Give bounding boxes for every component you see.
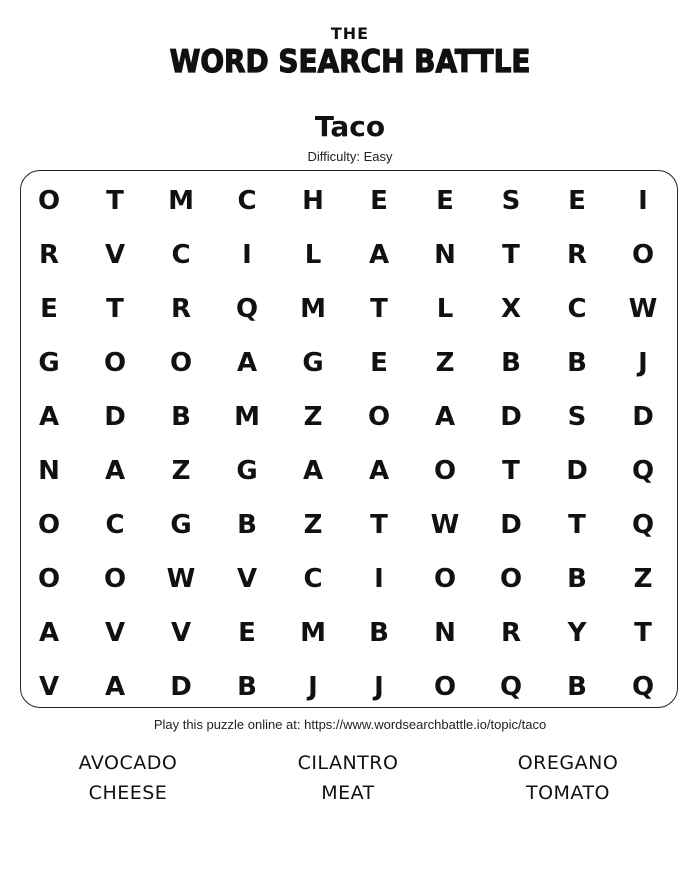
grid-cell[interactable]: Q [631, 672, 655, 702]
grid-cell[interactable]: T [568, 510, 586, 540]
grid-cell[interactable]: E [436, 186, 454, 216]
grid-cell[interactable]: O [631, 240, 655, 270]
grid-cell[interactable]: B [567, 672, 587, 702]
grid-cell[interactable]: A [302, 456, 324, 486]
grid-cell[interactable]: T [502, 456, 520, 486]
grid-cell[interactable]: H [302, 186, 324, 216]
brand-logo: WORD SEARCH BATTLE [169, 44, 531, 80]
grid-cell[interactable]: M [300, 618, 326, 648]
grid-cell[interactable]: J [374, 672, 384, 702]
grid-cell[interactable]: M [300, 294, 326, 324]
grid-cell[interactable]: O [367, 402, 391, 432]
grid-cell[interactable]: C [237, 186, 257, 216]
grid-cell[interactable]: L [436, 294, 454, 324]
grid-cell[interactable]: B [501, 348, 521, 378]
grid-cell[interactable]: A [38, 402, 60, 432]
word-list [18, 750, 678, 810]
grid-cell[interactable]: A [434, 402, 456, 432]
grid-cell[interactable]: I [374, 564, 384, 594]
grid-cell[interactable]: D [500, 510, 522, 540]
grid-cell[interactable]: T [370, 294, 388, 324]
grid-cell[interactable]: T [106, 294, 124, 324]
grid-cell[interactable]: X [500, 294, 522, 324]
grid-cell[interactable]: R [566, 240, 588, 270]
letter-grid[interactable] [16, 174, 676, 714]
grid-cell[interactable]: W [628, 294, 658, 324]
grid-cell[interactable]: R [38, 240, 60, 270]
grid-cell[interactable]: C [303, 564, 323, 594]
grid-cell[interactable]: Q [499, 672, 523, 702]
puzzle-title: Taco [314, 110, 386, 143]
grid-cell[interactable]: A [368, 456, 390, 486]
grid-cell[interactable]: O [103, 564, 127, 594]
grid-cell[interactable]: V [104, 240, 126, 270]
grid-cell[interactable]: I [638, 186, 648, 216]
grid-cell[interactable]: O [499, 564, 523, 594]
grid-cell[interactable]: C [567, 294, 587, 324]
grid-cell[interactable]: R [170, 294, 192, 324]
grid-cell[interactable]: O [433, 564, 457, 594]
grid-cell[interactable]: Z [303, 510, 323, 540]
grid-cell[interactable]: L [304, 240, 322, 270]
grid-cell[interactable]: D [500, 402, 522, 432]
grid-cell[interactable]: B [369, 618, 389, 648]
grid-cell[interactable]: E [40, 294, 58, 324]
grid-cell[interactable]: Q [631, 456, 655, 486]
grid-cell[interactable]: B [237, 672, 257, 702]
grid-cell[interactable]: N [38, 456, 60, 486]
grid-cell[interactable]: O [37, 510, 61, 540]
grid-cell[interactable]: Z [633, 564, 653, 594]
word-list-item: CHEESE [88, 782, 168, 804]
grid-cell[interactable]: Z [171, 456, 191, 486]
grid-cell[interactable]: C [105, 510, 125, 540]
word-list-item: AVOCADO [78, 752, 178, 774]
grid-cell[interactable]: O [103, 348, 127, 378]
grid-cell[interactable]: V [236, 564, 258, 594]
grid-cell[interactable]: D [104, 402, 126, 432]
grid-cell[interactable]: V [38, 672, 60, 702]
grid-cell[interactable]: T [502, 240, 520, 270]
grid-cell[interactable]: J [308, 672, 318, 702]
play-online-link[interactable]: Play this puzzle online at: https://www.wordsearchbattle.io/topic/taco [153, 717, 547, 732]
grid-cell[interactable]: A [38, 618, 60, 648]
grid-cell[interactable]: C [171, 240, 191, 270]
grid-cell[interactable]: J [638, 348, 648, 378]
grid-cell[interactable]: N [434, 240, 456, 270]
grid-cell[interactable]: O [37, 186, 61, 216]
brand-top-text: THE [330, 24, 370, 43]
difficulty-label: Difficulty: Easy [307, 149, 393, 164]
grid-cell[interactable]: G [38, 348, 60, 378]
grid-cell[interactable]: O [37, 564, 61, 594]
grid-cell[interactable]: V [170, 618, 192, 648]
grid-cell[interactable]: A [104, 672, 126, 702]
grid-cell[interactable]: Z [303, 402, 323, 432]
grid-cell[interactable]: A [104, 456, 126, 486]
grid-cell[interactable]: Z [435, 348, 455, 378]
grid-cell[interactable]: I [242, 240, 252, 270]
grid-cell[interactable]: O [169, 348, 193, 378]
grid-cell[interactable]: W [166, 564, 196, 594]
grid-cell[interactable]: E [238, 618, 256, 648]
word-list-item: CILANTRO [297, 752, 399, 774]
grid-cell[interactable]: M [234, 402, 260, 432]
grid-cell[interactable]: B [237, 510, 257, 540]
grid-cell[interactable]: G [236, 456, 258, 486]
grid-cell[interactable]: A [236, 348, 258, 378]
grid-cell[interactable]: V [104, 618, 126, 648]
word-list-item: MEAT [321, 782, 375, 804]
grid-cell[interactable]: E [370, 348, 388, 378]
word-list-item: TOMATO [525, 782, 611, 804]
grid-cell[interactable]: G [302, 348, 324, 378]
grid-cell[interactable]: R [500, 618, 522, 648]
grid-cell[interactable]: S [501, 186, 521, 216]
grid-cell[interactable]: O [433, 672, 457, 702]
grid-cell[interactable]: E [370, 186, 388, 216]
grid-cell[interactable]: E [568, 186, 586, 216]
grid-cell[interactable]: D [170, 672, 192, 702]
grid-cell[interactable]: T [370, 510, 388, 540]
grid-cell[interactable]: A [368, 240, 390, 270]
grid-cell[interactable]: Q [631, 510, 655, 540]
grid-cell[interactable]: N [434, 618, 456, 648]
grid-cell[interactable]: T [106, 186, 124, 216]
grid-cell[interactable]: B [171, 402, 191, 432]
grid-cell[interactable]: T [634, 618, 652, 648]
grid-cell[interactable]: D [566, 456, 588, 486]
grid-cell[interactable]: D [632, 402, 654, 432]
grid-cell[interactable]: S [567, 402, 587, 432]
grid-cell[interactable]: Q [235, 294, 259, 324]
grid-cell[interactable]: B [567, 348, 587, 378]
grid-cell[interactable]: W [430, 510, 460, 540]
grid-cell[interactable]: Y [567, 618, 587, 648]
grid-cell[interactable]: B [567, 564, 587, 594]
word-list-item: OREGANO [517, 752, 619, 774]
grid-cell[interactable]: O [433, 456, 457, 486]
grid-cell[interactable]: G [170, 510, 192, 540]
grid-cell[interactable]: M [168, 186, 194, 216]
